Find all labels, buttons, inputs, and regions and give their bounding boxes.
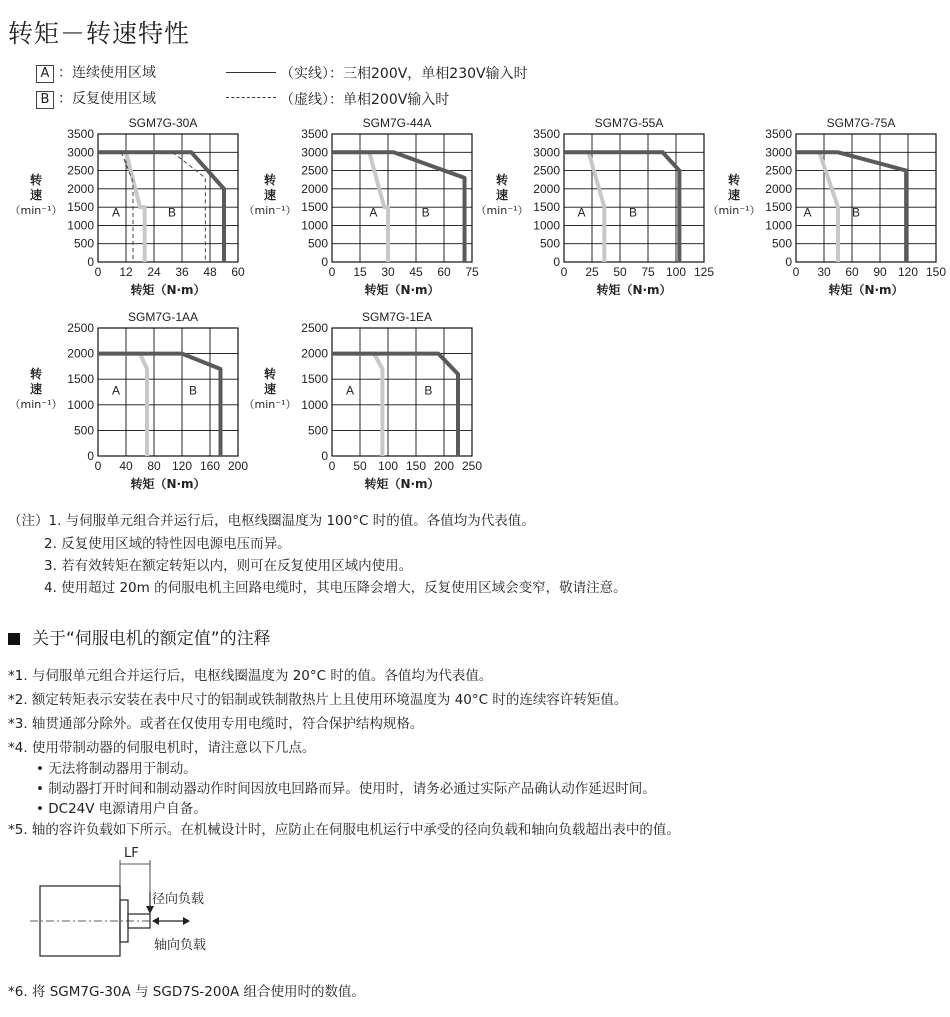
x-tick-label: 150 xyxy=(405,459,427,473)
note-1: （注）1. 与伺服单元组合并运行后，电枢线圈温度为 100°C 时的值。各值均为代表值。 xyxy=(8,513,535,529)
footnote-4c: • DC24V 电源请用户自备。 xyxy=(36,801,207,817)
x-axis-label: 转矩（N·m） xyxy=(130,283,206,297)
y-tick-label: 0 xyxy=(87,255,94,269)
section-heading xyxy=(8,624,271,649)
y-tick-label: 500 xyxy=(771,236,792,251)
chart-svg xyxy=(0,306,249,496)
solid-line-sample xyxy=(226,72,276,73)
y-tick-label: 2000 xyxy=(765,181,792,196)
y-tick-label: 500 xyxy=(307,236,328,251)
y-axis-unit: （min⁻¹） xyxy=(707,204,761,217)
region-a-label: A xyxy=(577,205,586,220)
y-axis-label-char1: 转 xyxy=(29,367,43,381)
chart-title: SGM7G-55A xyxy=(594,116,664,130)
x-axis-label: 转矩（N·m） xyxy=(130,477,206,491)
y-tick-label: 2000 xyxy=(67,346,94,361)
y-tick-label: 2500 xyxy=(301,321,328,335)
shaft-load-diagram xyxy=(30,846,250,966)
shaft-diagram-svg xyxy=(30,846,250,966)
y-tick-label: 1000 xyxy=(301,397,328,412)
x-tick-label: 60 xyxy=(231,265,245,279)
x-tick-label: 0 xyxy=(560,265,568,279)
x-axis-label: 转矩（N·m） xyxy=(364,477,440,491)
y-axis-unit: （min⁻¹） xyxy=(243,398,297,411)
footnote-4b: • 制动器打开时间和制动器动作时间因放电回路而异。使用时，请务必通过实际产品确认动作延迟时间。 xyxy=(36,781,656,797)
footnote-2: *2. 额定转矩表示安装在表中尺寸的铝制或铁制散热片上且使用环境温度为 40°C 时的连续容许转矩值。 xyxy=(8,692,628,708)
legend-b xyxy=(36,88,156,109)
x-tick-label: 60 xyxy=(845,265,859,279)
x-tick-label: 80 xyxy=(147,459,161,473)
x-tick-label: 0 xyxy=(94,459,102,473)
y-axis-label-char2: 速 xyxy=(495,188,509,202)
legend-b-box: B xyxy=(36,91,54,109)
y-tick-label: 2000 xyxy=(301,346,328,361)
footnote-5: *5. 轴的容许负载如下所示。在机械设计时，应防止在伺服电机运行中承受的径向负载和轴向负载超出表中的值。 xyxy=(8,822,680,838)
legend-a xyxy=(36,62,156,83)
chart-svg xyxy=(0,112,245,302)
y-axis-unit: （min⁻¹） xyxy=(475,204,529,217)
x-tick-label: 30 xyxy=(817,265,831,279)
radial-load-label: 径向负载 xyxy=(152,892,205,907)
x-tick-label: 100 xyxy=(377,459,399,473)
y-tick-label: 0 xyxy=(553,255,560,269)
y-tick-label: 2000 xyxy=(301,181,328,196)
radial-arrow-head xyxy=(146,906,154,914)
y-axis-unit: （min⁻¹） xyxy=(243,204,297,217)
chart-svg xyxy=(234,112,479,302)
region-b-label: B xyxy=(628,205,637,220)
dashed-line-sample xyxy=(226,97,276,98)
chart-svg xyxy=(466,112,715,302)
axial-arrow-head-left xyxy=(152,917,159,925)
legend-a-label: ：连续使用区域 xyxy=(58,65,156,81)
legend-a-box: A xyxy=(36,65,54,83)
x-tick-label: 45 xyxy=(409,265,423,279)
y-tick-label: 1500 xyxy=(765,200,792,215)
y-tick-label: 3000 xyxy=(67,145,94,160)
y-tick-label: 500 xyxy=(73,423,94,438)
chart-sgm7g-44a xyxy=(234,112,479,306)
x-tick-label: 40 xyxy=(119,459,133,473)
y-tick-label: 1500 xyxy=(67,200,94,215)
x-tick-label: 120 xyxy=(171,459,193,473)
y-tick-label: 0 xyxy=(321,449,328,463)
y-tick-label: 2500 xyxy=(301,163,328,178)
chart-title: SGM7G-1AA xyxy=(127,310,199,324)
region-b-label: B xyxy=(168,205,177,220)
legend-b-label: ：反复使用区域 xyxy=(58,91,156,107)
y-axis-label-char2: 速 xyxy=(727,188,741,202)
y-tick-label: 2000 xyxy=(533,181,560,196)
y-tick-label: 3500 xyxy=(765,127,792,141)
y-tick-label: 0 xyxy=(321,255,328,269)
x-tick-label: 15 xyxy=(353,265,367,279)
x-tick-label: 12 xyxy=(119,265,133,279)
y-tick-label: 2500 xyxy=(533,163,560,178)
chart-sgm7g-75a xyxy=(698,112,947,306)
y-axis-label-char1: 转 xyxy=(29,173,43,187)
footnote-4a: • 无法将制动器用于制动。 xyxy=(36,761,197,777)
y-axis-label-char1: 转 xyxy=(263,367,277,381)
x-tick-label: 160 xyxy=(199,459,221,473)
x-tick-label: 36 xyxy=(175,265,189,279)
y-tick-label: 1500 xyxy=(533,200,560,215)
legend-b-desc: （虚线）：单相200V输入时 xyxy=(280,92,450,108)
chart-svg xyxy=(234,306,483,496)
axial-load-label: 轴向负载 xyxy=(154,938,207,953)
y-tick-label: 0 xyxy=(87,449,94,463)
chart-sgm7g-1aa xyxy=(0,306,249,500)
note-4: 4. 使用超过 20m 的伺服电机主回路电缆时，其电压降会增大，反复使用区域会变窄，敬请注意。 xyxy=(44,580,627,596)
y-tick-label: 1500 xyxy=(67,372,94,387)
legend-a-desc: （实线）：三相200V，单相230V输入时 xyxy=(280,66,528,82)
y-axis-unit: （min⁻¹） xyxy=(9,204,63,217)
y-tick-label: 3000 xyxy=(301,145,328,160)
x-axis-label: 转矩（N·m） xyxy=(596,283,672,297)
y-tick-label: 1000 xyxy=(67,397,94,412)
x-tick-label: 75 xyxy=(641,265,655,279)
y-tick-label: 0 xyxy=(785,255,792,269)
axial-arrow-head-right xyxy=(183,917,190,925)
footnote-3: *3. 轴贯通部分除外。或者在仅使用专用电缆时，符合保护结构规格。 xyxy=(8,716,424,732)
x-tick-label: 25 xyxy=(585,265,599,279)
region-a-label: A xyxy=(112,205,121,220)
x-tick-label: 200 xyxy=(433,459,455,473)
region-b-label: B xyxy=(421,205,430,220)
y-tick-label: 3000 xyxy=(533,145,560,160)
y-tick-label: 2500 xyxy=(67,163,94,178)
y-tick-label: 2500 xyxy=(67,321,94,335)
section-heading-text: 关于“伺服电机的额定值”的注释 xyxy=(32,629,271,649)
x-tick-label: 0 xyxy=(792,265,800,279)
region-b-label: B xyxy=(424,383,433,398)
chart-title: SGM7G-1EA xyxy=(361,310,433,324)
chart-svg xyxy=(698,112,947,302)
footnote-4: *4. 使用带制动器的伺服电机时，请注意以下几点。 xyxy=(8,740,316,756)
x-tick-label: 120 xyxy=(897,265,919,279)
note-3: 3. 若有效转矩在额定转矩以内，则可在反复使用区域内使用。 xyxy=(44,558,413,574)
chart-sgm7g-30a xyxy=(0,112,245,306)
y-tick-label: 500 xyxy=(539,236,560,251)
x-tick-label: 0 xyxy=(328,265,336,279)
y-axis-label-char1: 转 xyxy=(495,173,509,187)
footnote-6: *6. 将 SGM7G-30A 与 SGD7S-200A 组合使用时的数值。 xyxy=(8,984,366,1000)
x-tick-label: 24 xyxy=(147,265,161,279)
y-tick-label: 500 xyxy=(73,236,94,251)
y-tick-label: 1000 xyxy=(533,218,560,233)
chart-sgm7g-1ea xyxy=(234,306,483,500)
y-tick-label: 2500 xyxy=(765,163,792,178)
region-a-label: A xyxy=(112,383,121,398)
page-title: 转矩－转速特性 xyxy=(8,19,191,48)
y-tick-label: 500 xyxy=(307,423,328,438)
lf-label: LF xyxy=(124,846,139,861)
y-axis-label-char2: 速 xyxy=(263,188,277,202)
region-b-label: B xyxy=(852,205,861,220)
y-tick-label: 1000 xyxy=(765,218,792,233)
x-tick-label: 75 xyxy=(465,265,479,279)
y-tick-label: 3500 xyxy=(301,127,328,141)
x-tick-label: 50 xyxy=(613,265,627,279)
chart-title: SGM7G-75A xyxy=(826,116,896,130)
region-b-label: B xyxy=(189,383,198,398)
chart-title: SGM7G-30A xyxy=(128,116,198,130)
region-a-label: A xyxy=(346,383,355,398)
y-tick-label: 1000 xyxy=(301,218,328,233)
x-tick-label: 48 xyxy=(203,265,217,279)
region-a-label: A xyxy=(369,205,378,220)
x-tick-label: 250 xyxy=(461,459,483,473)
y-tick-label: 3000 xyxy=(765,145,792,160)
y-axis-label-char2: 速 xyxy=(29,382,43,396)
y-tick-label: 1000 xyxy=(67,218,94,233)
square-bullet-icon xyxy=(8,633,20,645)
region-a-label: A xyxy=(803,205,812,220)
x-tick-label: 0 xyxy=(94,265,102,279)
chart-sgm7g-55a xyxy=(466,112,715,306)
y-tick-label: 2000 xyxy=(67,181,94,196)
chart-title: SGM7G-44A xyxy=(362,116,432,130)
note-2: 2. 反复使用区域的特性因电源电压而异。 xyxy=(44,536,291,552)
y-axis-unit: （min⁻¹） xyxy=(9,398,63,411)
x-tick-label: 30 xyxy=(381,265,395,279)
x-tick-label: 150 xyxy=(925,265,947,279)
y-tick-label: 1500 xyxy=(301,200,328,215)
footnote-1: *1. 与伺服单元组合并运行后，电枢线圈温度为 20°C 时的值。各值均为代表值。 xyxy=(8,668,493,684)
y-tick-label: 1500 xyxy=(301,372,328,387)
x-tick-label: 60 xyxy=(437,265,451,279)
y-tick-label: 3500 xyxy=(533,127,560,141)
x-tick-label: 90 xyxy=(873,265,887,279)
x-axis-label: 转矩（N·m） xyxy=(364,283,440,297)
y-tick-label: 3500 xyxy=(67,127,94,141)
y-axis-label-char1: 转 xyxy=(263,173,277,187)
x-tick-label: 100 xyxy=(665,265,687,279)
y-axis-label-char2: 速 xyxy=(263,382,277,396)
x-tick-label: 0 xyxy=(328,459,336,473)
x-tick-label: 200 xyxy=(227,459,249,473)
x-axis-label: 转矩（N·m） xyxy=(828,283,904,297)
x-tick-label: 125 xyxy=(693,265,715,279)
y-axis-label-char1: 转 xyxy=(727,173,741,187)
y-axis-label-char2: 速 xyxy=(29,188,43,202)
x-tick-label: 50 xyxy=(353,459,367,473)
